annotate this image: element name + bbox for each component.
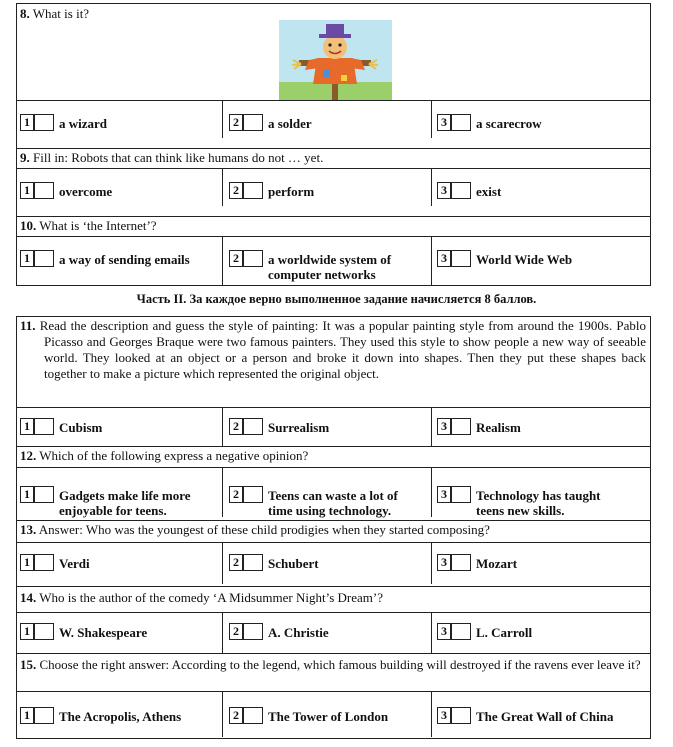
q9-option-3-number: 3 <box>437 182 451 199</box>
question-12: 12. Which of the following express a negative opinion? <box>20 448 309 463</box>
question-10: 10. What is ‘the Internet’? <box>20 218 157 233</box>
q15-option-3-checkbox[interactable] <box>451 707 471 724</box>
q13-option-3-number: 3 <box>437 554 451 571</box>
q10-option-2-label: a worldwide system of computer networks <box>268 252 392 282</box>
question-13: 13. Answer: Who was the youngest of these child prodigies when they started composing? <box>20 522 490 537</box>
q13-option-1-number: 1 <box>20 554 34 571</box>
q12-option-2-checkbox[interactable] <box>243 486 263 503</box>
q10-option-3-label: World Wide Web <box>476 252 573 267</box>
q8-option-2-label: a solder <box>268 116 312 131</box>
q14-option-3-label: L. Carroll <box>476 625 533 640</box>
q14-option-2-number: 2 <box>229 623 243 640</box>
q14-option-2-label: A. Christie <box>268 625 329 640</box>
q10-option-3-number: 3 <box>437 250 451 267</box>
q10-option-1-label: a way of sending emails <box>59 252 190 267</box>
q8-option-2-checkbox[interactable] <box>243 114 263 131</box>
q11-option-2-checkbox[interactable] <box>243 418 263 435</box>
q8-option-3-number: 3 <box>437 114 451 131</box>
q12-option-3-number: 3 <box>437 486 451 503</box>
q11-option-3-label: Realism <box>476 420 521 435</box>
question-8: 8. What is it? <box>20 6 90 21</box>
q12-option-3-label: Technology has taught teens new skills. <box>476 488 601 518</box>
question-15: 15. Choose the right answer: According to the legend, which famous building will destroyed if the ravens ever leave it? <box>20 657 641 672</box>
scarecrow-image <box>279 20 392 100</box>
q13-option-2-label: Schubert <box>268 556 319 571</box>
q15-option-1-label: The Acropolis, Athens <box>59 709 182 724</box>
section-title: Часть II. За каждое верно выполненное задание начисляется 8 баллов. <box>136 292 537 306</box>
q9-option-2-label: perform <box>268 184 315 199</box>
q13-option-1-checkbox[interactable] <box>34 554 54 571</box>
q8-option-2-number: 2 <box>229 114 243 131</box>
q13-option-1-label: Verdi <box>59 556 90 571</box>
q13-option-2-checkbox[interactable] <box>243 554 263 571</box>
q10-option-2-checkbox[interactable] <box>243 250 263 267</box>
q11-option-1-checkbox[interactable] <box>34 418 54 435</box>
q15-option-1-checkbox[interactable] <box>34 707 54 724</box>
q15-option-2-number: 2 <box>229 707 243 724</box>
q15-option-3-label: The Great Wall of China <box>476 709 614 724</box>
q13-option-2-number: 2 <box>229 554 243 571</box>
q15-option-2-checkbox[interactable] <box>243 707 263 724</box>
q11-option-1-label: Cubism <box>59 420 103 435</box>
q10-option-1-number: 1 <box>20 250 34 267</box>
q9-option-1-label: overcome <box>59 184 113 199</box>
q9-option-2-number: 2 <box>229 182 243 199</box>
q8-option-1-checkbox[interactable] <box>34 114 54 131</box>
q9-option-1-number: 1 <box>20 182 34 199</box>
q9-option-3-label: exist <box>476 184 502 199</box>
q11-option-2-label: Surrealism <box>268 420 330 435</box>
q11-option-1-number: 1 <box>20 418 34 435</box>
q10-option-2-number: 2 <box>229 250 243 267</box>
q14-option-3-checkbox[interactable] <box>451 623 471 640</box>
block-part-one <box>16 3 651 286</box>
q14-option-1-checkbox[interactable] <box>34 623 54 640</box>
q15-option-3-number: 3 <box>437 707 451 724</box>
q11-option-2-number: 2 <box>229 418 243 435</box>
q9-option-1-checkbox[interactable] <box>34 182 54 199</box>
question-14: 14. Who is the author of the comedy ‘A Midsummer Night’s Dream’? <box>20 590 383 605</box>
q14-option-2-checkbox[interactable] <box>243 623 263 640</box>
q14-option-1-number: 1 <box>20 623 34 640</box>
q11-option-3-number: 3 <box>437 418 451 435</box>
question-11: 11. Read the description and guess the style of painting: It was a popular painting style from around the 1900s. Pablo Picasso and Georges Braque were two famous painters. They used this style to show people a new way of seeable world. They looked at an object or a person and broke it down into shapes. Then they put these shapes back together to make a picture which represented the original object. <box>20 318 647 381</box>
q13-option-3-label: Mozart <box>476 556 518 571</box>
q15-option-1-number: 1 <box>20 707 34 724</box>
q15-option-2-label: The Tower of London <box>268 709 389 724</box>
q8-option-3-label: a scarecrow <box>476 116 542 131</box>
q12-option-3-checkbox[interactable] <box>451 486 471 503</box>
q13-option-3-checkbox[interactable] <box>451 554 471 571</box>
q11-option-3-checkbox[interactable] <box>451 418 471 435</box>
q12-option-1-number: 1 <box>20 486 34 503</box>
q12-option-1-label: Gadgets make life more enjoyable for teens. <box>59 488 191 518</box>
q8-option-3-checkbox[interactable] <box>451 114 471 131</box>
q14-option-3-number: 3 <box>437 623 451 640</box>
question-9: 9. Fill in: Robots that can think like humans do not … yet. <box>20 150 324 165</box>
block-part-two <box>16 316 651 739</box>
q10-option-1-checkbox[interactable] <box>34 250 54 267</box>
q12-option-2-label: Teens can waste a lot of time using technology. <box>268 488 398 518</box>
q9-option-2-checkbox[interactable] <box>243 182 263 199</box>
q12-option-2-number: 2 <box>229 486 243 503</box>
q14-option-1-label: W. Shakespeare <box>59 625 148 640</box>
q12-option-1-checkbox[interactable] <box>34 486 54 503</box>
q8-option-1-number: 1 <box>20 114 34 131</box>
q9-option-3-checkbox[interactable] <box>451 182 471 199</box>
q10-option-3-checkbox[interactable] <box>451 250 471 267</box>
q8-option-1-label: a wizard <box>59 116 108 131</box>
